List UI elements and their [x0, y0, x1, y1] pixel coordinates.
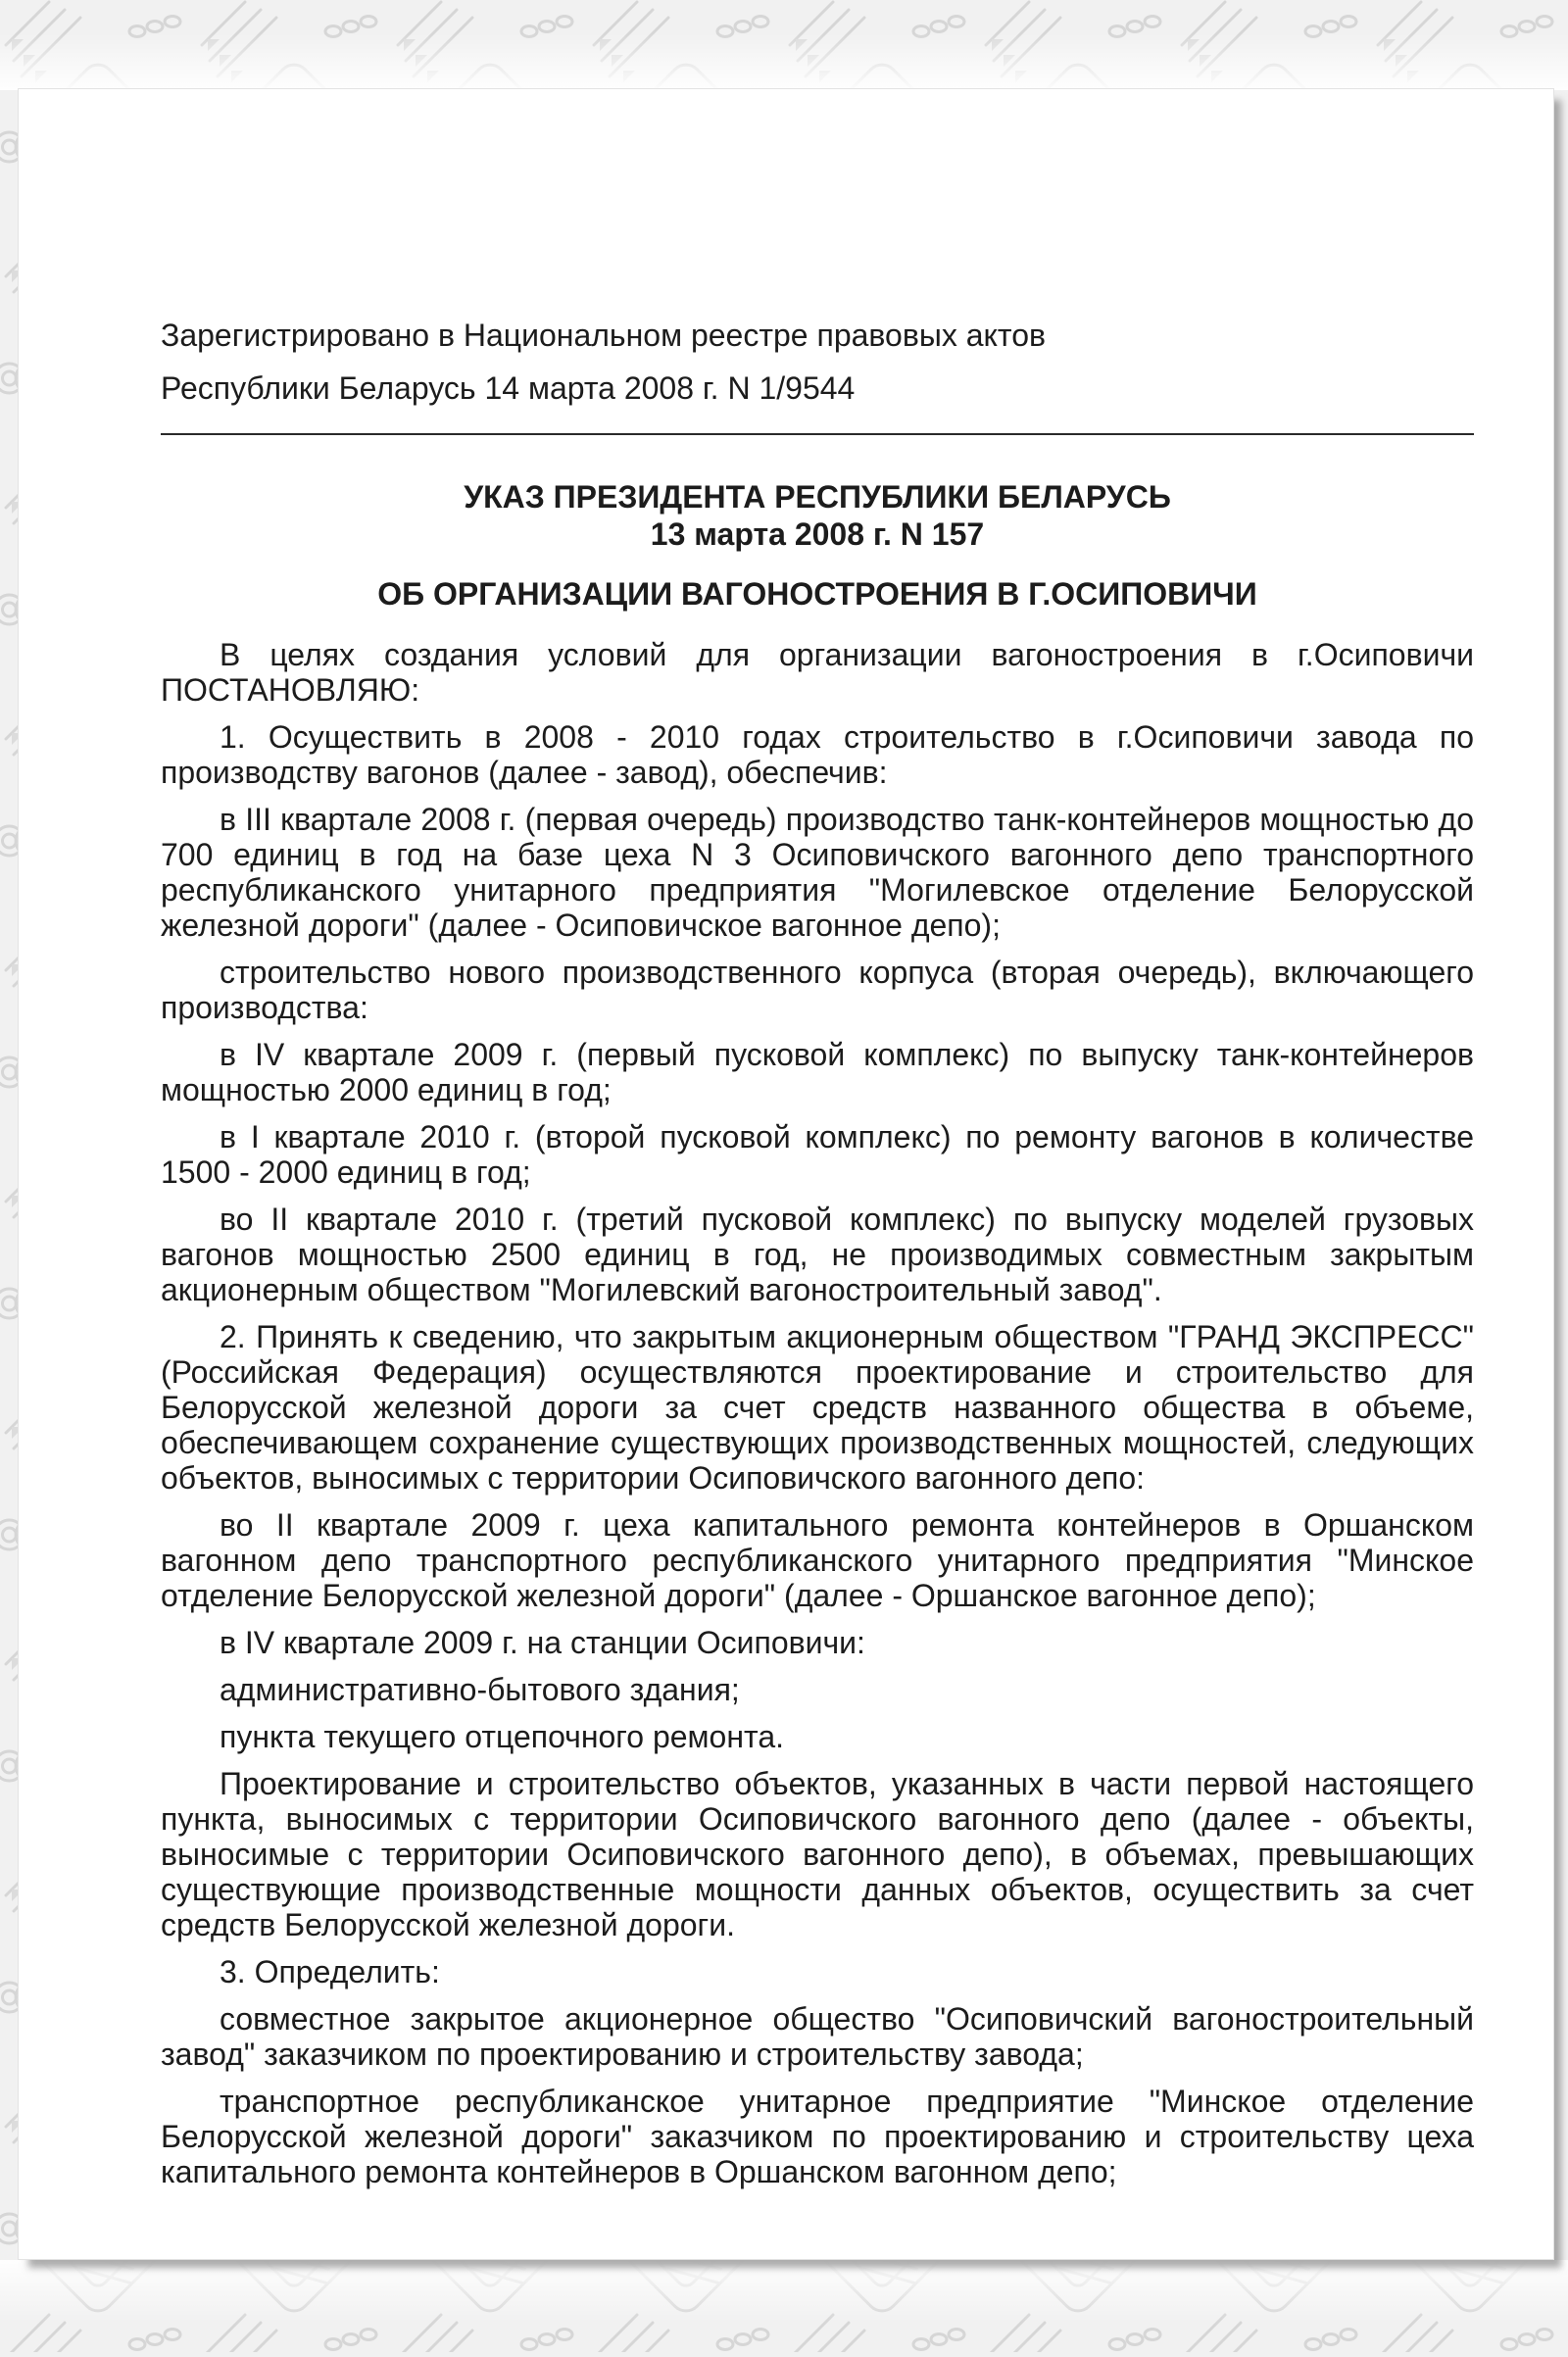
- paragraph: 3. Определить:: [220, 1954, 440, 1989]
- document-page: [18, 88, 1554, 2260]
- registration-line-2: Республики Беларусь 14 марта 2008 г. N 1/9544: [161, 370, 856, 406]
- paragraph: в IV квартале 2009 г. на станции Осиповичи:: [220, 1625, 865, 1660]
- paragraph: совместное закрытое акционерное общество "Осиповичский вагоностроительный завод" заказчиком по проектированию и строительству завода;: [161, 2001, 1474, 2072]
- divider-rule: [161, 433, 1474, 435]
- registration-line-1: Зарегистрировано в Национальном реестре правовых актов: [161, 318, 1046, 353]
- decree-title: [161, 478, 1474, 553]
- paragraph: пункта текущего отцепочного ремонта.: [220, 1719, 784, 1754]
- paragraph: в III квартале 2008 г. (первая очередь) производство танк-контейнеров мощностью до 700 единиц в год на базе цеха N 3 Осиповичского вагонного депо транспортного республиканского унитарного предприятия "Могилевское отделение Белорусской железной дороги" (далее - Осиповичское вагонное депо);: [161, 802, 1474, 943]
- decree-title-line-1: УКАЗ ПРЕЗИДЕНТА РЕСПУБЛИКИ БЕЛАРУСЬ: [464, 479, 1171, 515]
- decree-title-line-2: 13 марта 2008 г. N 157: [650, 516, 985, 552]
- paragraph: В целях создания условий для организации вагоностроения в г.Осиповичи ПОСТАНОВЛЯЮ:: [161, 637, 1474, 708]
- paragraph: административно-бытового здания;: [220, 1672, 740, 1707]
- decree-subject: ОБ ОРГАНИЗАЦИИ ВАГОНОСТРОЕНИЯ В Г.ОСИПОВИЧИ: [377, 576, 1257, 612]
- paragraph: в IV квартале 2009 г. (первый пусковой комплекс) по выпуску танк-контейнеров мощностью 2000 единиц в год;: [161, 1037, 1474, 1107]
- document-content: [19, 89, 1553, 2189]
- paragraph: Проектирование и строительство объектов, указанных в части первой настоящего пункта, выносимых с территории Осиповичского вагонного депо (далее - объекты, выносимые с территории Осиповичского вагонного депо), в объемах, превышающих существующие производственные мощности данных объектов, осуществить за счет средств Белорусской железной дороги.: [161, 1766, 1474, 1942]
- paragraph: во II квартале 2009 г. цеха капитального ремонта контейнеров в Оршанском вагонном депо транспортного республиканского унитарного предприятия "Минское отделение Белорусской железной дороги" (далее - Оршанское вагонное депо);: [161, 1507, 1474, 1613]
- paragraph: транспортное республиканское унитарное предприятие "Минское отделение Белорусской железной дороги" заказчиком по проектированию и строительству цеха капитального ремонта контейнеров в Оршанском вагонном депо;: [161, 2084, 1474, 2189]
- paragraph: в I квартале 2010 г. (второй пусковой комплекс) по ремонту вагонов в количестве 1500 - 2000 единиц в год;: [161, 1119, 1474, 1190]
- paragraph: строительство нового производственного корпуса (вторая очередь), включающего производства:: [161, 955, 1474, 1025]
- paragraph: 1. Осуществить в 2008 - 2010 годах строительство в г.Осиповичи завода по производству вагонов (далее - завод), обеспечив:: [161, 719, 1474, 790]
- paragraph: во II квартале 2010 г. (третий пусковой комплекс) по выпуску моделей грузовых вагонов мощностью 2500 единиц в год, не производимых совместным закрытым акционерным обществом "Могилевский вагоностроительный завод".: [161, 1202, 1474, 1307]
- decree-body: [161, 637, 1474, 2189]
- paragraph: 2. Принять к сведению, что закрытым акционерным обществом "ГРАНД ЭКСПРЕСС" (Российская Федерация) осуществляются проектирование и строительство для Белорусской железной дороги за счет средств названного общества в объеме, обеспечивающем сохранение существующих производственных мощностей, следующих объектов, выносимых с территории Осиповичского вагонного депо:: [161, 1319, 1474, 1496]
